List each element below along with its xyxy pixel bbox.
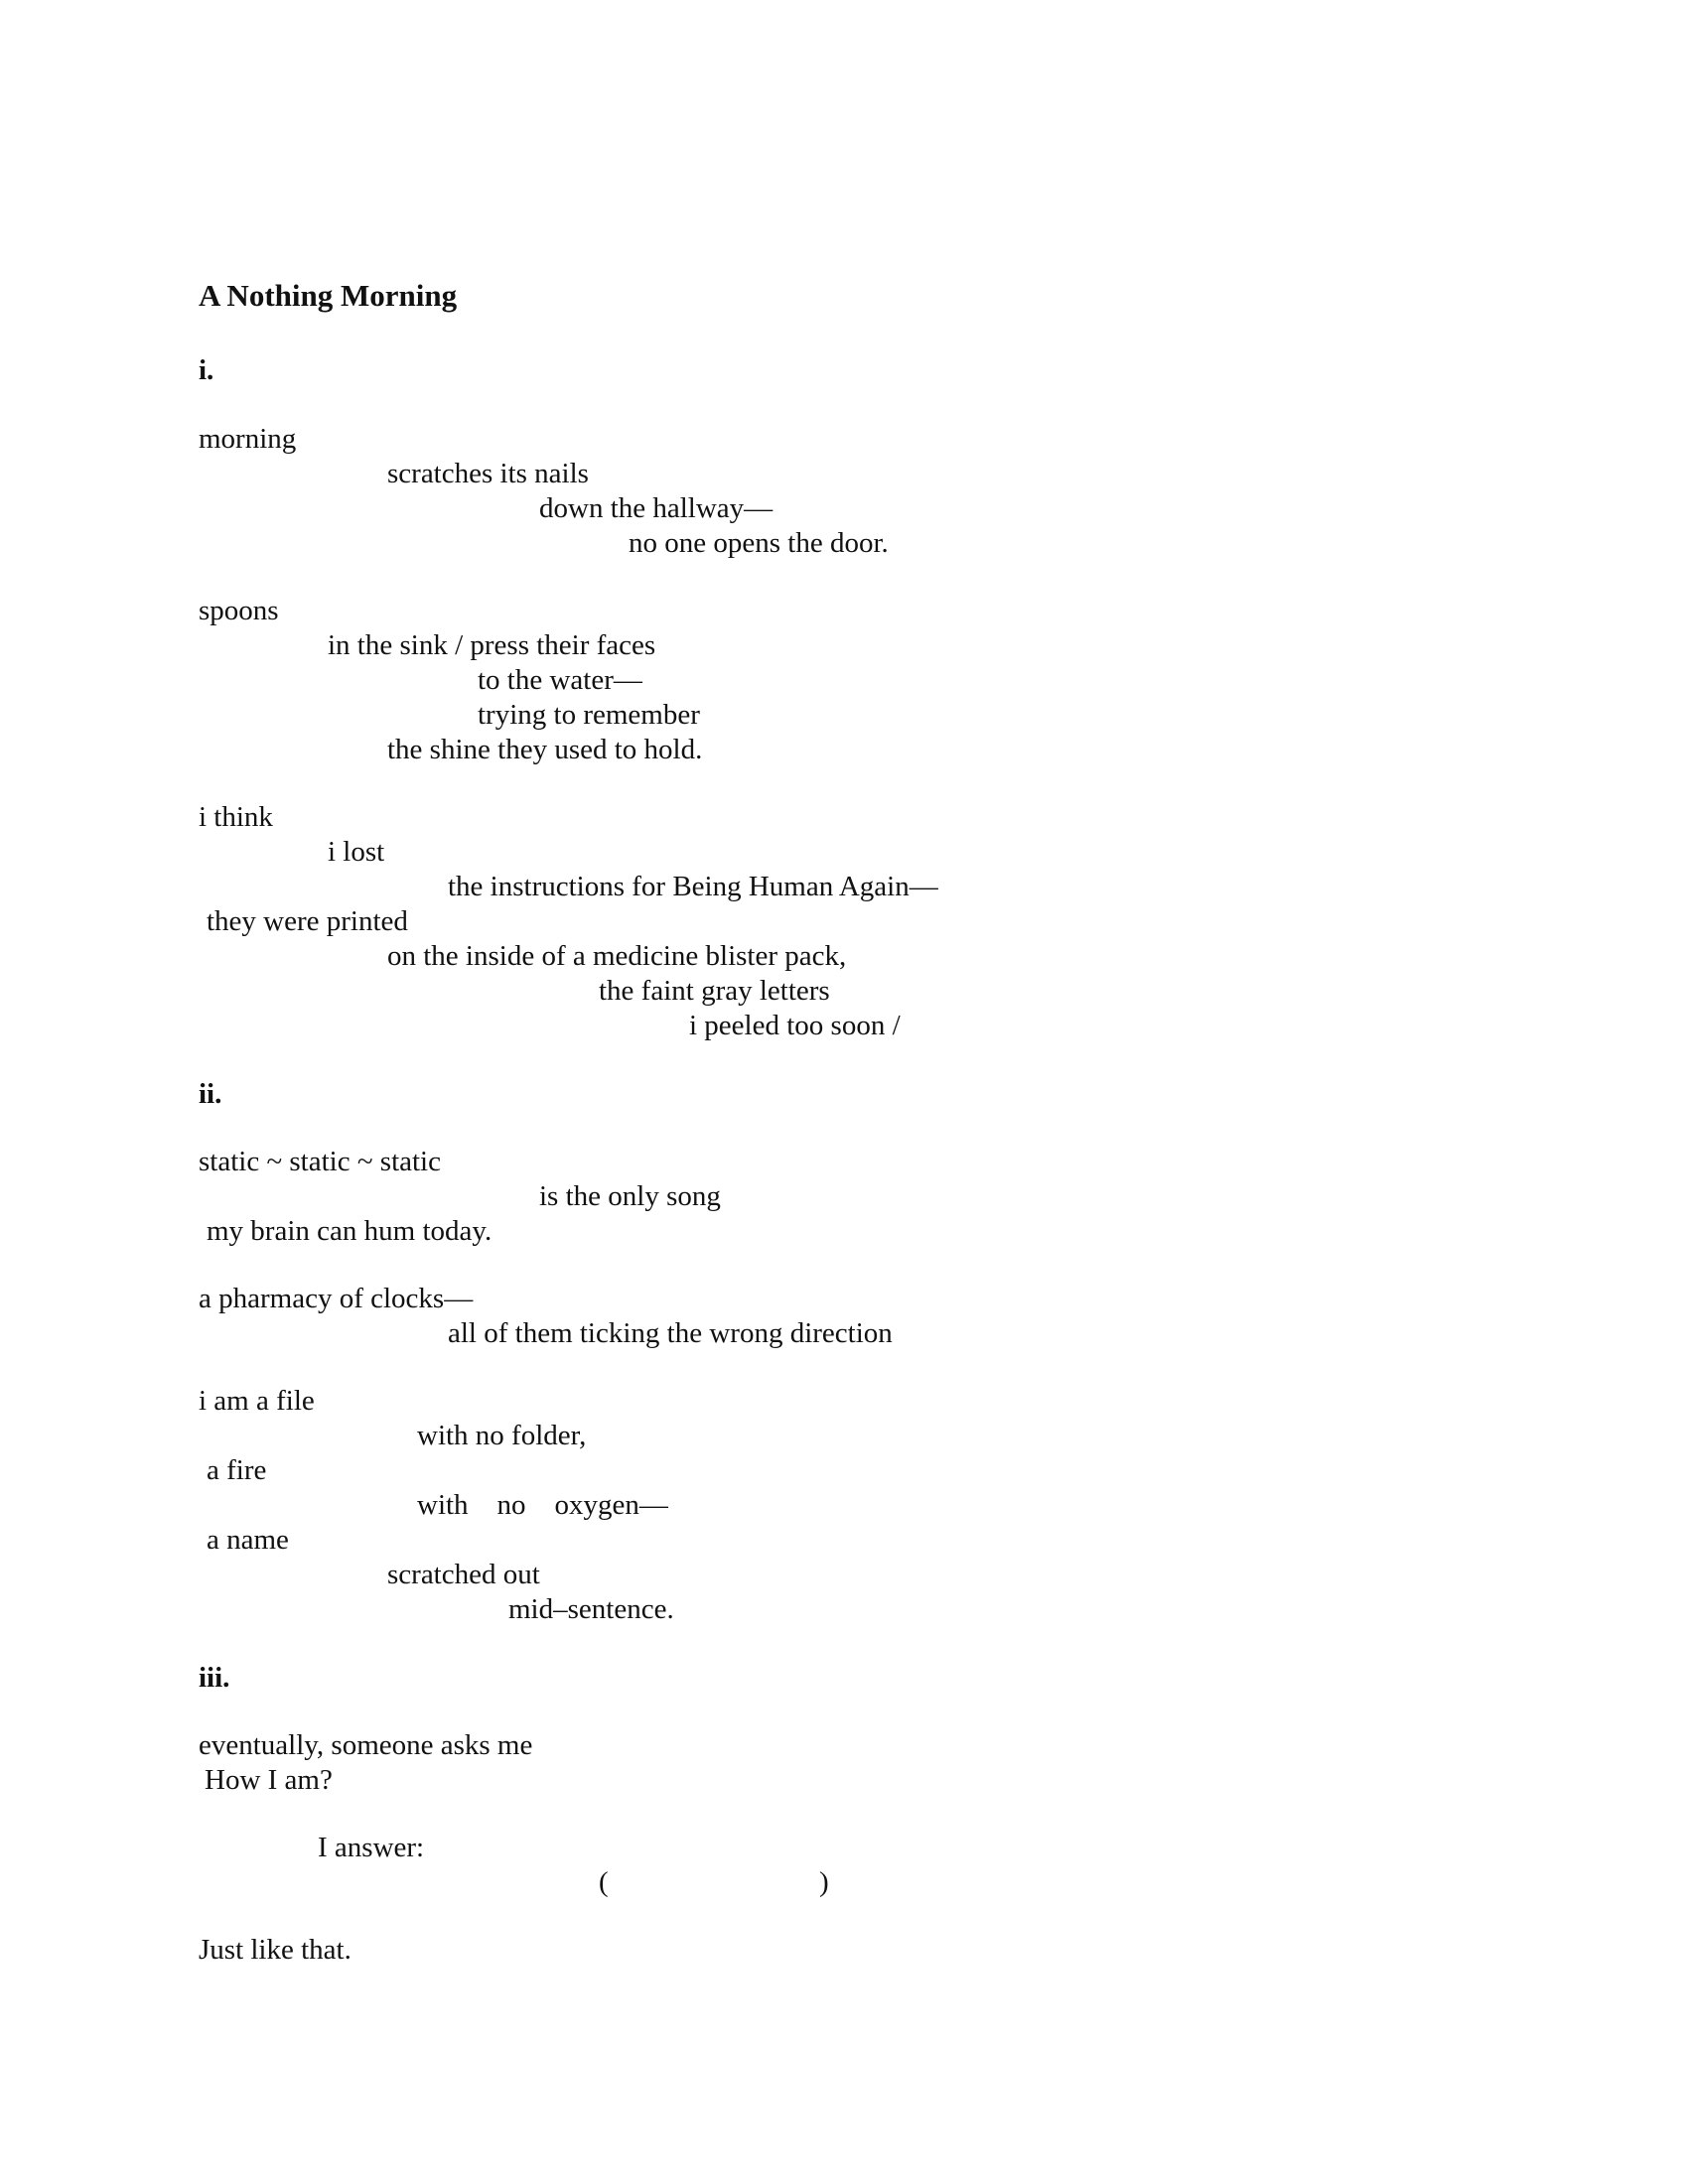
poem-line: to the water— bbox=[478, 664, 642, 696]
poem-line: i peeled too soon / bbox=[689, 1010, 901, 1041]
poem-line: mid–sentence. bbox=[508, 1593, 674, 1625]
poem-line: a pharmacy of clocks— bbox=[199, 1283, 474, 1314]
close-parenthesis: ) bbox=[819, 1866, 829, 1898]
poem-line: is the only song bbox=[539, 1180, 721, 1212]
section-heading-i: i. bbox=[199, 354, 214, 386]
poem-line: Just like that. bbox=[199, 1934, 352, 1966]
poem-line: a name bbox=[207, 1524, 289, 1556]
poem-line: no one opens the door. bbox=[629, 527, 889, 559]
poem-line: scratched out bbox=[387, 1559, 540, 1590]
poem-line: i think bbox=[199, 801, 273, 833]
open-parenthesis: ( bbox=[599, 1866, 609, 1898]
poem-line: down the hallway— bbox=[539, 492, 774, 524]
poem-line: the instructions for Being Human Again— bbox=[448, 871, 938, 902]
section-heading-ii: ii. bbox=[199, 1078, 222, 1110]
poem-line: my brain can hum today. bbox=[207, 1215, 492, 1247]
poem-line: eventually, someone asks me bbox=[199, 1729, 533, 1761]
poem-line: How I am? bbox=[205, 1764, 333, 1796]
poem-line: they were printed bbox=[207, 905, 408, 937]
section-heading-iii: iii. bbox=[199, 1662, 230, 1694]
poem-line: with no folder, bbox=[417, 1420, 587, 1451]
poem-line: scratches its nails bbox=[387, 458, 589, 489]
poem-line: the shine they used to hold. bbox=[387, 734, 703, 765]
poem-line: i am a file bbox=[199, 1385, 315, 1417]
poem-line: the faint gray letters bbox=[599, 975, 830, 1007]
poem-line: on the inside of a medicine blister pack, bbox=[387, 940, 847, 972]
poem-line: all of them ticking the wrong direction bbox=[448, 1317, 893, 1349]
poem-line: a fire bbox=[207, 1454, 267, 1486]
poem-line: i lost bbox=[328, 836, 385, 868]
poem-line: with no oxygen— bbox=[417, 1489, 668, 1521]
poem-line: in the sink / press their faces bbox=[328, 629, 656, 661]
poem-line: morning bbox=[199, 423, 297, 455]
poem-title: A Nothing Morning bbox=[199, 278, 458, 313]
poem-line: spoons bbox=[199, 595, 279, 626]
poem-line: trying to remember bbox=[478, 699, 700, 731]
poem-line: I answer: bbox=[318, 1832, 425, 1863]
poem-line: static ~ static ~ static bbox=[199, 1146, 441, 1177]
